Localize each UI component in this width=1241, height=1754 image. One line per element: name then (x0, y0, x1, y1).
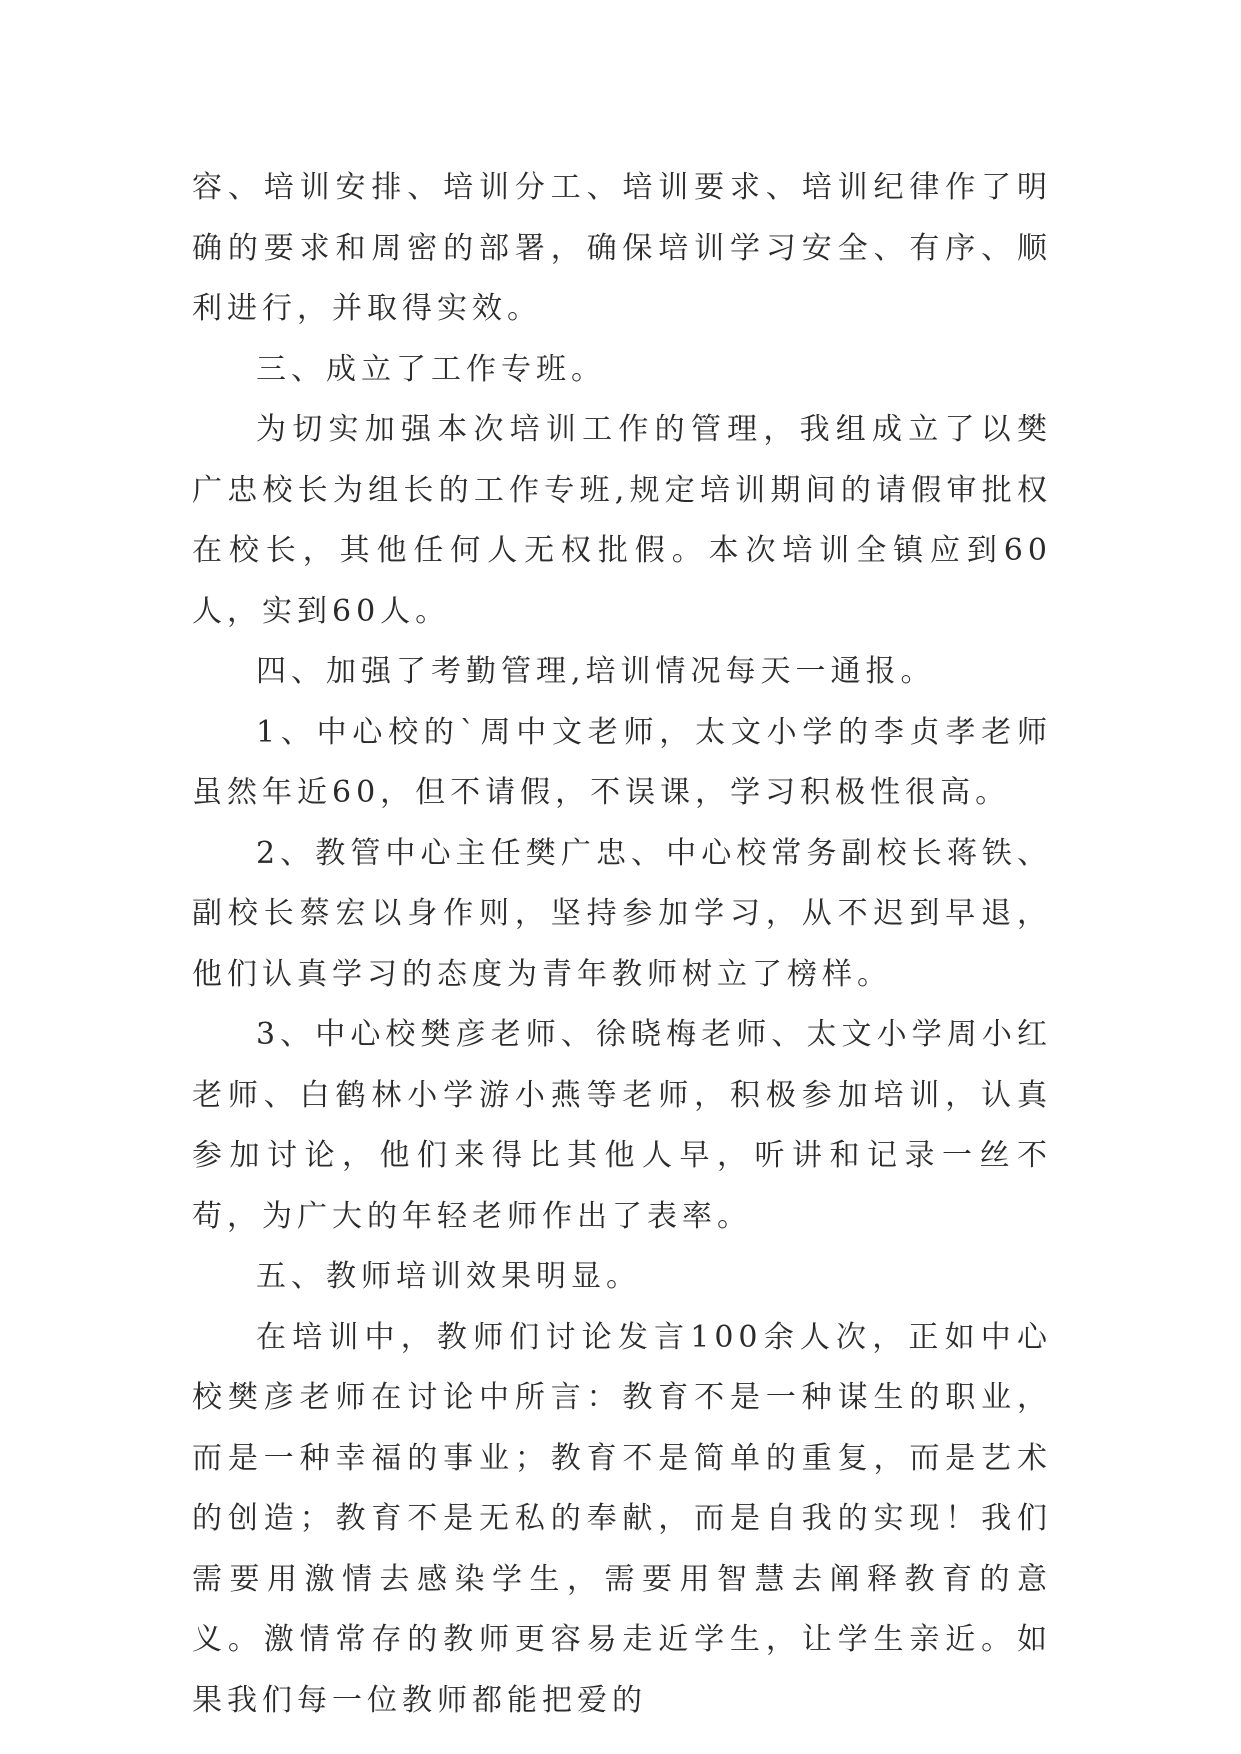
section-heading-four: 四、加强了考勤管理,培训情况每天一通报。 (256, 654, 936, 689)
paragraph-continuation: 容、培训安排、培训分工、培训要求、培训纪律作了明确的要求和周密的部署，确保培训学习安全、有序、顺利进行，并取得实效。 (192, 170, 1052, 326)
section-heading-five: 五、教师培训效果明显。 (256, 1259, 641, 1294)
list-item-2: 2、教管中心主任樊广忠、中心校常务副校长蒋铁、副校长蔡宏以身作则，坚持参加学习，从不迟到早退，他们认真学习的态度为青年教师树立了榜样。 (192, 835, 1052, 992)
list-item-1: 1、中心校的`周中文老师，太文小学的李贞孝老师虽然年近60，但不请假，不误课，学习积极性很高。 (192, 714, 1052, 810)
paragraph-task-force: 为切实加强本次培训工作的管理，我组成立了以樊广忠校长为组长的工作专班,规定培训期间的请假审批权在校长，其他任何人无权批假。本次培训全镇应到60人，实到60人。 (192, 412, 1052, 629)
list-item-3: 3、中心校樊彦老师、徐晓梅老师、太文小学周小红老师、白鹤林小学游小燕等老师，积极参加培训，认真参加讨论，他们来得比其他人早，听讲和记录一丝不苟，为广大的年轻老师作出了表率。 (192, 1017, 1052, 1234)
section-heading-three: 三、成立了工作专班。 (256, 351, 606, 387)
paragraph-training-results: 在培训中，教师们讨论发言100余人次，正如中心校樊彦老师在讨论中所言：教育不是一种谋生的职业，而是一种幸福的事业；教育不是简单的重复，而是艺术的创造；教育不是无私的奉献，而是自我的实现！我们需要用激情去感染学生，需要用智慧去阐释教育的意义。激情常存的教师更容易走近学生，让学生亲近。如果我们每一位教师都能把爱的 (192, 1319, 1052, 1718)
document-body (192, 158, 1052, 1731)
